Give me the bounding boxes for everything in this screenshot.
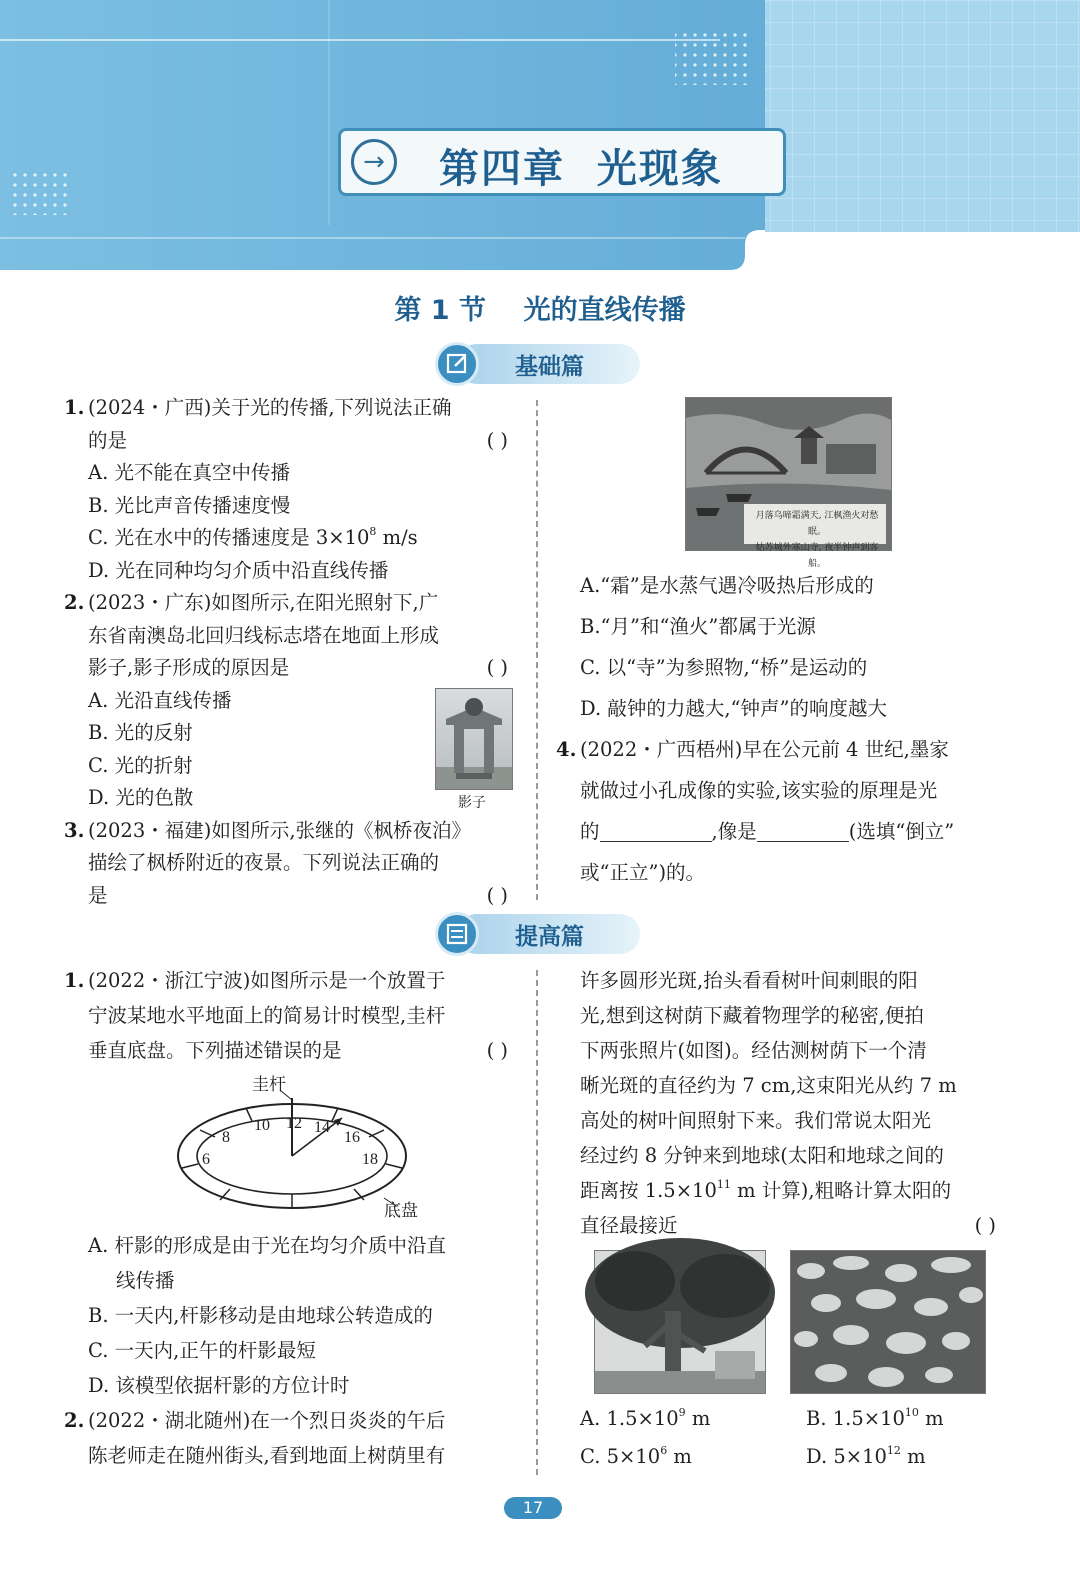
basic-label: 基础篇 bbox=[515, 354, 584, 380]
option-c: C. 一天内,正午的杆影最短 bbox=[88, 1339, 316, 1362]
list-icon bbox=[435, 912, 479, 956]
option-b: B. 光比声音传播速度慢 bbox=[88, 493, 291, 517]
dial-number: 10 bbox=[254, 1117, 270, 1134]
section-title: 第 1 节 光的直线传播 bbox=[394, 295, 686, 326]
pole-label: 圭杆 bbox=[252, 1075, 286, 1095]
question-stem: (2022・湖北随州)在一个烈日炎炎的午后 bbox=[88, 1409, 446, 1432]
question-stem: 东省南澳岛北回归线标志塔在地面上形成 bbox=[88, 623, 440, 647]
option-a-continued: 线传播 bbox=[116, 1269, 175, 1292]
question-stem: (2024・广西)关于光的传播,下列说法正确 bbox=[88, 396, 452, 419]
question-stem: (2022・广西梧州)早在公元前 4 世纪,墨家 bbox=[580, 738, 949, 761]
fill-blank[interactable] bbox=[757, 817, 849, 842]
option-b: B. 一天内,杆影移动是由地球公转造成的 bbox=[88, 1304, 433, 1327]
poem-line: 月落乌啼霜满天, 江枫渔火对愁眠。 bbox=[755, 511, 879, 537]
question-advanced-2 bbox=[64, 1403, 512, 1473]
question-number: 4. bbox=[556, 738, 577, 761]
option-c: C. 光在水中的传播速度是 $3\times 10^8$ m/s bbox=[88, 525, 418, 549]
dial-number: 14 bbox=[314, 1119, 330, 1136]
option-c: C. 以“寺”为参照物,“桥”是运动的 bbox=[580, 656, 868, 679]
question-number: 3. bbox=[64, 818, 85, 842]
question-stem: 经过约 8 分钟来到地球(太阳和地球之间的 bbox=[580, 1144, 944, 1167]
base-label: 底盘 bbox=[384, 1201, 418, 1221]
maple-bridge-painting bbox=[685, 397, 892, 569]
option-a: A. 光沿直线传播 bbox=[88, 688, 232, 712]
option-d: D. 该模型依据杆影的方位计时 bbox=[88, 1374, 350, 1397]
dial-number: 18 bbox=[362, 1151, 378, 1168]
option-b: B.“月”和“渔火”都属于光源 bbox=[580, 615, 816, 638]
advanced-left-column-options bbox=[64, 1228, 512, 1473]
basic-right-column bbox=[556, 565, 1004, 893]
page-number: 17 bbox=[504, 1497, 562, 1519]
question-stem: 的是 bbox=[88, 428, 128, 452]
question-stem: 直径最接近 bbox=[580, 1214, 678, 1237]
question-stem: 垂直底盘。下列描述错误的是 bbox=[88, 1039, 342, 1062]
fill-blank[interactable] bbox=[600, 817, 712, 842]
answer-blank: ( ) bbox=[486, 1039, 508, 1062]
answer-blank: ( ) bbox=[486, 428, 508, 452]
figure-caption: 影子 bbox=[458, 795, 486, 811]
question-basic-1 bbox=[64, 392, 512, 457]
question-stem: (2022・浙江宁波)如图所示是一个放置于 bbox=[88, 969, 446, 992]
dial-number: 6 bbox=[202, 1151, 210, 1168]
advanced-left-column bbox=[64, 963, 512, 1068]
option-a: A. 杆影的形成是由于光在均匀介质中沿直 bbox=[88, 1234, 446, 1257]
question-stem: 光,想到这树荫下藏着物理学的秘密,便拍 bbox=[580, 1004, 924, 1027]
dial-number: 8 bbox=[222, 1129, 230, 1146]
column-divider bbox=[536, 970, 538, 1475]
option-a: A.“霜”是水蒸气遇冷吸热后形成的 bbox=[580, 574, 874, 597]
poem-line: 姑苏城外寒山寺, 夜半钟声到客船。 bbox=[755, 543, 879, 569]
question-stem: 下两张照片(如图)。经估测树荫下一个清 bbox=[580, 1039, 927, 1062]
answer-blank: ( ) bbox=[974, 1214, 996, 1237]
answer-blank: ( ) bbox=[486, 883, 508, 907]
question-number: 1. bbox=[64, 969, 85, 992]
question-stem: 宁波某地水平地面上的简易计时模型,圭杆 bbox=[88, 1004, 446, 1027]
question-stem: 许多圆形光斑,抬头看看树叶间刺眼的阳 bbox=[580, 969, 918, 992]
question-number: 2. bbox=[64, 1409, 85, 1432]
tower-photo bbox=[435, 688, 513, 790]
basic-left-column bbox=[64, 392, 512, 912]
option-c: C. $5\times 10^6$ m bbox=[580, 1444, 692, 1468]
question-stem: 影子,影子形成的原因是 bbox=[88, 656, 290, 679]
option-d: D. 光在同种均匀介质中沿直线传播 bbox=[88, 558, 389, 582]
question-number: 1. bbox=[64, 396, 85, 419]
question-stem: 高处的树叶间照射下来。我们常说太阳光 bbox=[580, 1109, 932, 1132]
question-stem: 距离按 $1.5\times 10^{11}$ m 计算),粗略计算太阳的 bbox=[580, 1178, 952, 1202]
advanced-q2-options bbox=[580, 1400, 1000, 1476]
question-number: 2. bbox=[64, 591, 85, 614]
question-advanced-1 bbox=[64, 963, 512, 1068]
option-a: A. 光不能在真空中传播 bbox=[88, 461, 290, 484]
edit-icon bbox=[435, 342, 479, 386]
option-d: D. 光的色散 bbox=[88, 786, 194, 809]
chapter-title-box bbox=[338, 128, 786, 196]
dial-number: 12 bbox=[286, 1115, 302, 1132]
basic-section-header bbox=[435, 342, 640, 386]
option-b: B. 光的反射 bbox=[88, 721, 193, 744]
chapter-title: 第四章 光现象 bbox=[439, 146, 723, 192]
question-stem: 就做过小孔成像的实验,该实验的原理是光 bbox=[580, 779, 938, 802]
question-basic-2 bbox=[64, 587, 512, 685]
answer-blank: ( ) bbox=[486, 656, 508, 679]
question-stem: 或“正立”)的。 bbox=[580, 861, 706, 884]
question-stem: 的 ,像是 (选填“倒立” bbox=[580, 811, 1004, 852]
question-basic-3 bbox=[64, 815, 512, 913]
option-b: B. $1.5\times 10^{10}$ m bbox=[806, 1406, 944, 1430]
chapter-banner bbox=[0, 0, 1080, 275]
question-stem: 是 bbox=[88, 883, 108, 907]
dial-number: 16 bbox=[344, 1129, 360, 1146]
option-d: D. $5\times 10^{12}$ m bbox=[806, 1444, 926, 1468]
question-stem: 描绘了枫桥附近的夜景。下列说法正确的 bbox=[88, 851, 440, 874]
advanced-right-column bbox=[580, 963, 1000, 1243]
question-basic-4 bbox=[556, 729, 1004, 893]
option-d: D. 敲钟的力越大,“钟声”的响度越大 bbox=[580, 697, 887, 720]
tree-photo bbox=[594, 1250, 766, 1394]
column-divider bbox=[536, 400, 538, 900]
advanced-section-header bbox=[435, 912, 640, 956]
option-a: A. $1.5\times 10^9$ m bbox=[580, 1406, 711, 1430]
light-spots-photo bbox=[790, 1250, 986, 1394]
question-stem: 晰光斑的直径约为 7 cm,这束阳光从约 7 m bbox=[580, 1074, 957, 1097]
question-stem: (2023・福建)如图所示,张继的《枫桥夜泊》 bbox=[88, 818, 472, 842]
question-stem: (2023・广东)如图所示,在阳光照射下,广 bbox=[88, 591, 439, 614]
option-c: C. 光的折射 bbox=[88, 753, 193, 777]
advanced-label: 提高篇 bbox=[515, 924, 584, 950]
question-stem: 陈老师走在随州街头,看到地面上树荫里有 bbox=[88, 1444, 446, 1467]
sundial-diagram bbox=[170, 1068, 430, 1221]
arrow-right-icon: → bbox=[351, 139, 397, 185]
